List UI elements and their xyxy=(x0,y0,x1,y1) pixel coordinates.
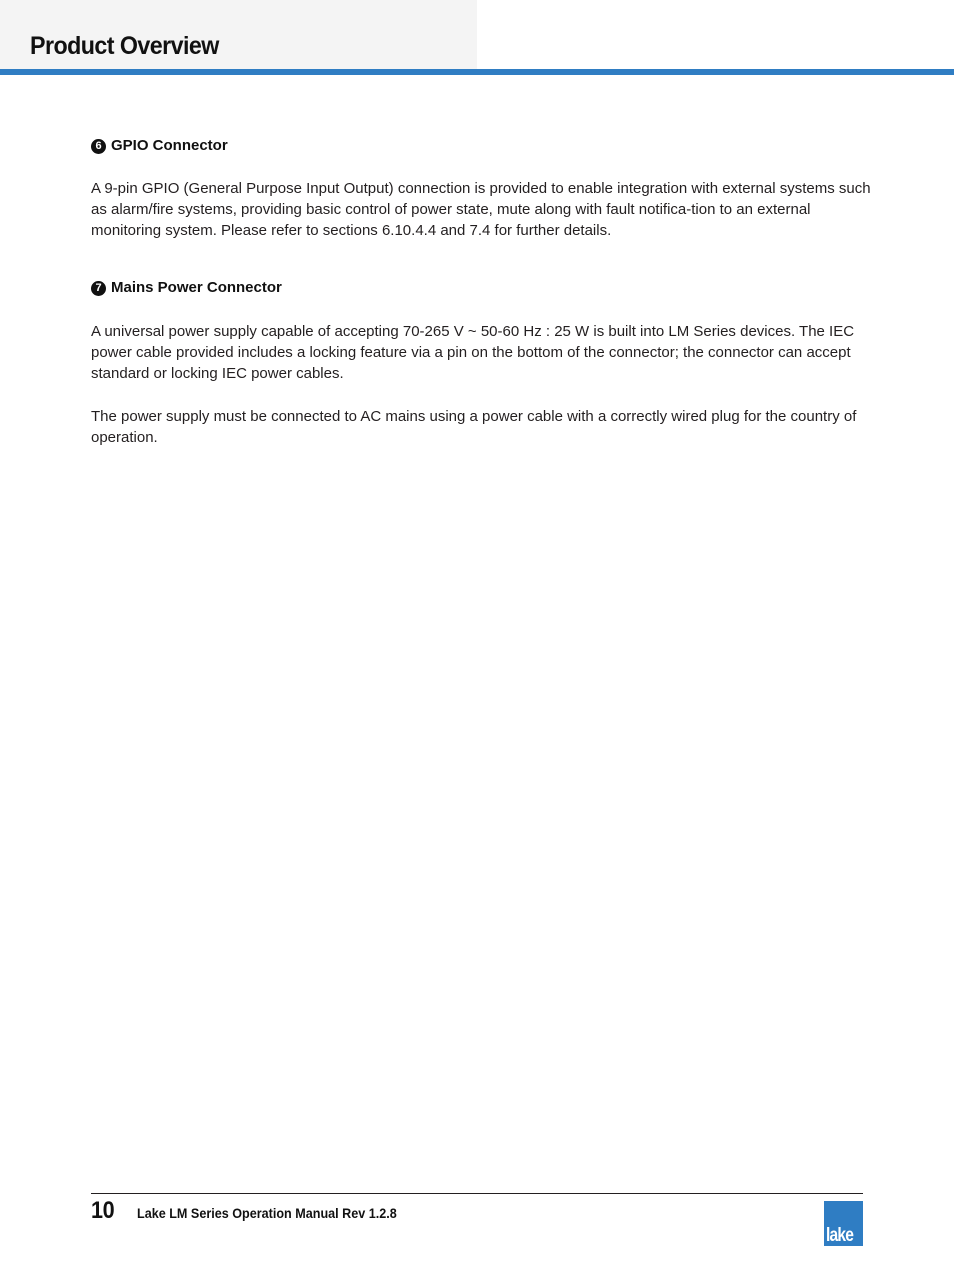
number-6-badge-icon: 6 xyxy=(91,139,106,154)
section-heading-label: GPIO Connector xyxy=(111,137,228,154)
page-title: Product Overview xyxy=(30,32,219,60)
gpio-paragraph: A 9-pin GPIO (General Purpose Input Output) connection is provided to enable integration with external systems such as alarm/fire systems, providing basic control of power state, mute along with fault notifica-tion to an external monitoring system. Please refer to sections 6.10.4.4 and 7.4 for further details. xyxy=(91,180,871,239)
mains-paragraph-1: A universal power supply capable of accepting 70-265 V ~ 50-60 Hz : 25 W is built into LM Series devices. The IEC power cable provided includes a locking feature via a pin on the bottom of the connector; the connector can accept standard or locking IEC power cables. xyxy=(91,323,855,382)
header-rule xyxy=(0,69,954,75)
number-7-badge-icon: 7 xyxy=(91,281,106,296)
mains-paragraph-2: The power supply must be connected to AC mains using a power cable with a correctly wired plug for the country of operation. xyxy=(91,408,857,446)
section-heading-mains-power xyxy=(91,277,871,299)
section-heading-gpio xyxy=(91,135,871,157)
page-number: 10 xyxy=(91,1197,115,1224)
footer-rule xyxy=(91,1193,863,1194)
logo-text: lake xyxy=(826,1225,854,1246)
lake-logo-icon xyxy=(824,1201,863,1246)
section-heading-label: Mains Power Connector xyxy=(111,279,282,296)
footer-manual-title: Lake LM Series Operation Manual Rev 1.2.8 xyxy=(137,1205,397,1221)
page-content xyxy=(91,135,871,448)
